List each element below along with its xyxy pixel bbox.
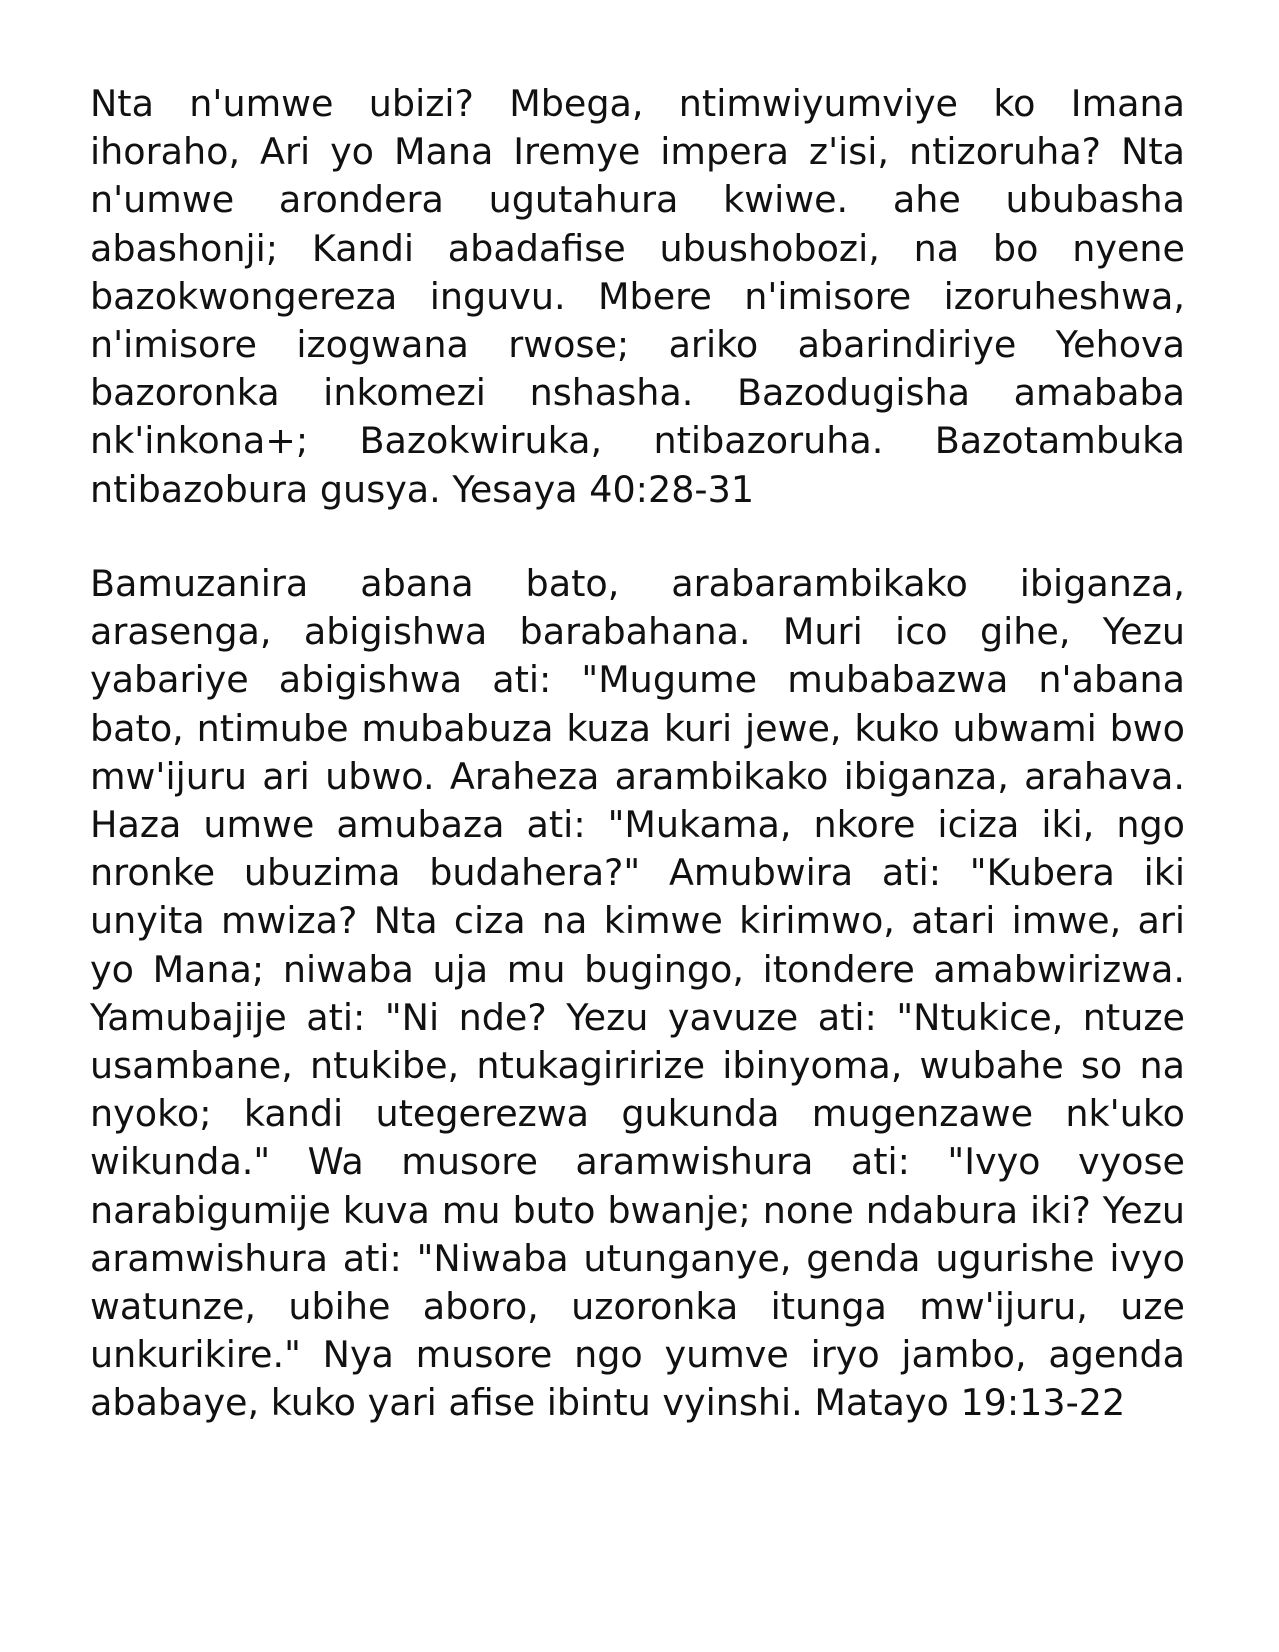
- paragraph-matayo: Bamuzanira abana bato, arabarambikako ibiganza, arasenga, abigishwa barabahana. Muri ico gihe, Yezu yabariye abigishwa ati: "Mugume mubabazwa n'abana bato, ntimube mubabuza kuza kuri jewe, kuko ubwami bwo mw'ijuru ari ubwo. Araheza arambikako ibiganza, arahava. Haza umwe amubaza ati: "Mukama, nkore iciza iki, ngo nronke ubuzima budahera?" Amubwira ati: "Kubera iki unyita mwiza? Nta ciza na kimwe kirimwo, atari imwe, ari yo Mana; niwaba uja mu bugingo, itondere amabwirizwa. Yamubajije ati: "Ni nde? Yezu yavuze ati: "Ntukice, ntuze usambane, ntukibe, ntukagiririze ibinyoma, wubahe so na nyoko; kandi utegerezwa gukunda mugenzawe nk'uko wikunda." Wa musore aramwishura ati: "Ivyo vyose narabigumije kuva mu buto bwanje; none ndabura iki? Yezu aramwishura ati: "Niwaba utunganye, genda ugurishe ivyo watunze, ubihe aboro, uzoronka itunga mw'ijuru, uze unkurikire." Nya musore ngo yumve iryo jambo, agenda ababaye, kuko yari afise ibintu vyinshi. Matayo 19:13-22: [90, 562, 1185, 1425]
- paragraph-yesaya: Nta n'umwe ubizi? Mbega, ntimwiyumviye ko Imana ihoraho, Ari yo Mana Iremye impera z'isi, ntizoruha? Nta n'umwe arondera ugutahura kwiwe. ahe ububasha abashonji; Kandi abadafise ubushobozi, na bo nyene bazokwongereza inguvu. Mbere n'imisore izoruheshwa, n'imisore izogwana rwose; ariko abarindiriye Yehova bazoronka inkomezi nshasha. Bazodugisha amababa nk'inkona+; Bazokwiruka, ntibazoruha. Bazotambuka ntibazobura gusya. Yesaya 40:28-31: [90, 82, 1185, 511]
